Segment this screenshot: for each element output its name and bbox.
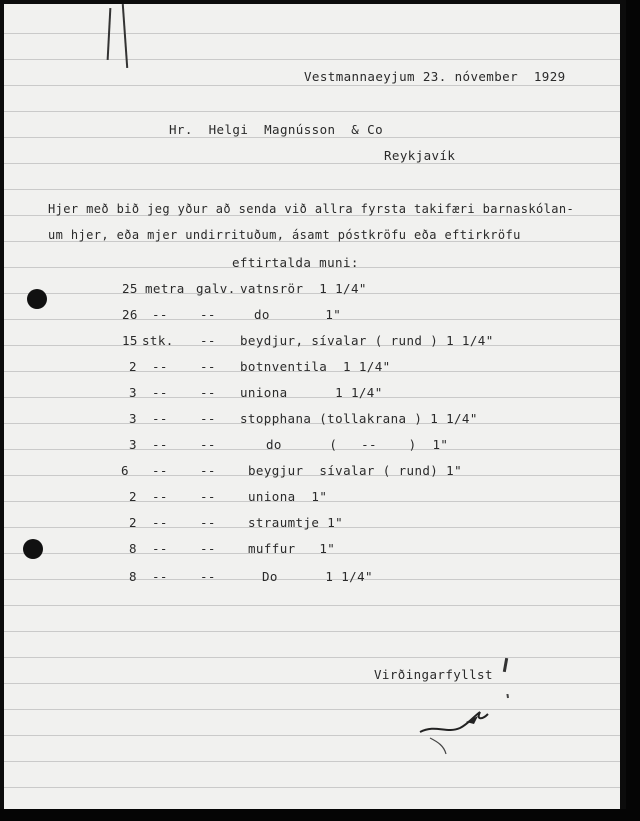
item-type: -- <box>200 437 216 452</box>
item-desc: straumtje 1" <box>248 515 344 530</box>
item-type: -- <box>200 569 216 584</box>
item-qty: 25 <box>122 281 138 296</box>
item-type: -- <box>200 541 216 556</box>
item-desc: uniona 1" <box>248 489 328 504</box>
item-type: galv. <box>196 281 236 296</box>
scan-border-right <box>626 0 640 821</box>
signature-mark <box>416 694 536 764</box>
item-qty: 2 <box>129 489 137 504</box>
item-type: -- <box>200 359 216 374</box>
body-line-2: um hjer, eða mjer undirrituðum, ásamt póstkröfu eða eftirkröfu <box>48 228 521 242</box>
item-unit: -- <box>152 307 168 322</box>
item-unit: -- <box>152 359 168 374</box>
recipient-name: Hr. Helgi Magnússon & Co <box>169 122 383 137</box>
item-type: -- <box>200 333 216 348</box>
item-unit: -- <box>152 541 168 556</box>
pen-mark <box>122 4 128 68</box>
body-line-1: Hjer með bið jeg yður að senda við allra fyrsta takifæri barnaskólan- <box>48 202 575 216</box>
item-desc: uniona 1 1/4" <box>240 385 383 400</box>
items-intro: eftirtalda muni: <box>232 255 359 270</box>
item-unit: -- <box>152 437 168 452</box>
pen-mark <box>503 658 508 672</box>
item-desc: beydjur, sívalar ( rund ) 1 1/4" <box>240 333 494 348</box>
recipient-city: Reykjavík <box>384 148 456 163</box>
punch-hole <box>23 539 43 559</box>
item-qty: 6 <box>121 463 129 478</box>
item-qty: 2 <box>129 515 137 530</box>
item-desc: vatnsrör 1 1/4" <box>240 281 367 296</box>
item-unit: -- <box>152 463 168 478</box>
scan-border-bottom <box>0 809 640 821</box>
item-qty: 8 <box>129 569 137 584</box>
item-desc: muffur 1" <box>248 541 336 556</box>
item-qty: 15 <box>122 333 138 348</box>
item-unit: -- <box>152 569 168 584</box>
item-desc: Do 1 1/4" <box>262 569 373 584</box>
item-desc: botnventila 1 1/4" <box>240 359 391 374</box>
item-qty: 3 <box>129 385 137 400</box>
item-unit: -- <box>152 489 168 504</box>
item-qty: 3 <box>129 411 137 426</box>
item-unit: stk. <box>142 333 174 348</box>
item-type: -- <box>200 411 216 426</box>
item-unit: -- <box>152 411 168 426</box>
letter-page <box>4 4 620 809</box>
item-unit: -- <box>152 515 168 530</box>
item-type: -- <box>200 489 216 504</box>
pen-mark <box>107 8 112 60</box>
item-type: -- <box>200 385 216 400</box>
item-type: -- <box>200 515 216 530</box>
item-type: -- <box>200 463 216 478</box>
item-qty: 3 <box>129 437 137 452</box>
item-unit: -- <box>152 385 168 400</box>
place-date: Vestmannaeyjum 23. nóvember 1929 <box>304 69 566 84</box>
item-desc: do ( -- ) 1" <box>266 437 449 452</box>
item-desc: stopphana (tollakrana ) 1 1/4" <box>240 411 478 426</box>
item-qty: 26 <box>122 307 138 322</box>
punch-hole <box>27 289 47 309</box>
item-type: -- <box>200 307 216 322</box>
item-qty: 8 <box>129 541 137 556</box>
item-desc: do 1" <box>254 307 342 322</box>
item-qty: 2 <box>129 359 137 374</box>
item-desc: beygjur sívalar ( rund) 1" <box>248 463 462 478</box>
closing: Virðingarfyllst <box>374 667 493 682</box>
item-unit: metra <box>145 281 185 296</box>
